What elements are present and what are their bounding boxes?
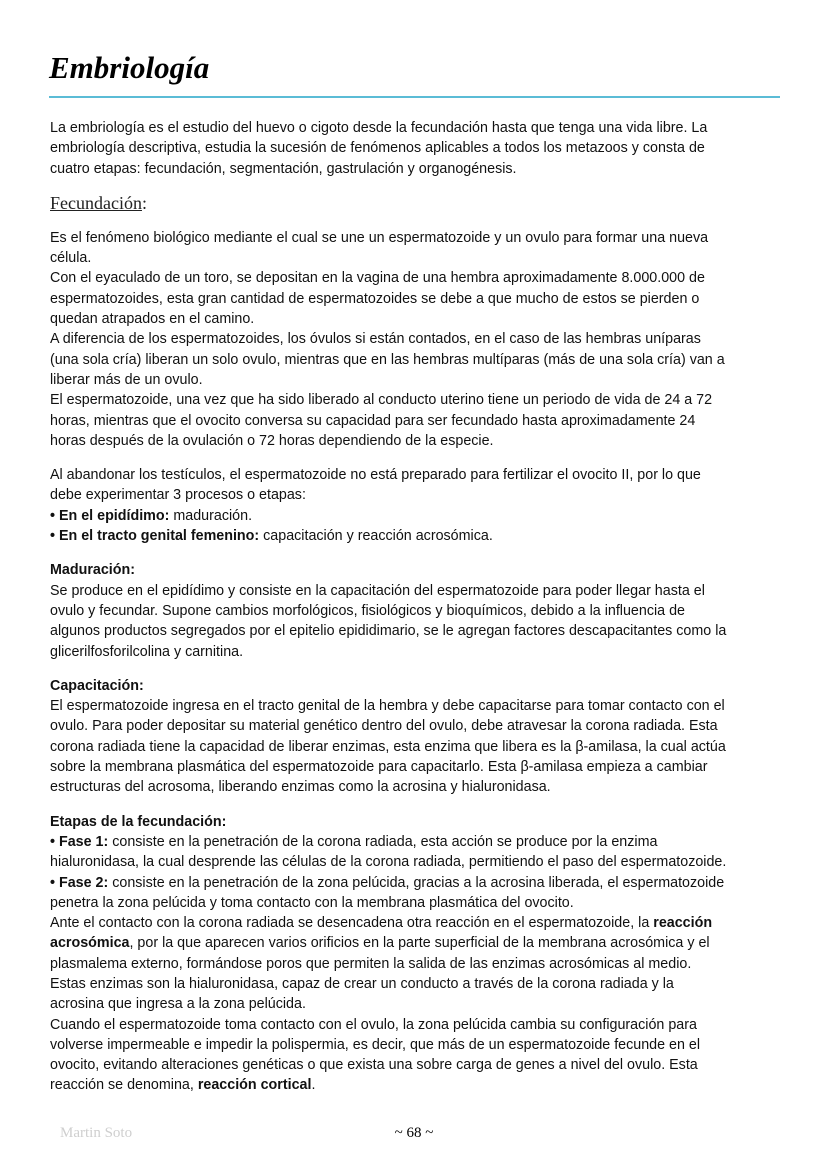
text: célula. — [50, 250, 92, 267]
text: , por la que aparecen varios orificios en la parte superficial de la membrana acrosómica y el — [129, 935, 710, 952]
bold-text: • Fase 2: — [50, 874, 109, 891]
text-line — [50, 309, 790, 329]
text: liberar más de un ovulo. — [50, 371, 203, 388]
text-line — [50, 737, 790, 757]
paragraph — [50, 676, 790, 798]
text-line — [50, 465, 790, 485]
text-line — [50, 933, 790, 953]
text: debe experimentar 3 procesos o etapas: — [50, 487, 306, 504]
text-line — [50, 913, 790, 933]
text-line — [50, 893, 790, 913]
text-line — [50, 560, 790, 580]
text-line — [50, 832, 790, 852]
text: horas después de la ovulación o 72 horas dependiendo de la especie. — [50, 432, 494, 449]
text-line — [50, 954, 790, 974]
text: El espermatozoide, una vez que ha sido liberado al conducto uterino tiene un periodo de vida de 24 a 72 — [50, 392, 713, 409]
text: embriología descriptiva, estudia la sucesión de fenómenos aplicables a todos los metazoos y consta de — [50, 140, 705, 157]
text-line — [50, 1015, 790, 1035]
section-heading-colon: : — [141, 192, 147, 213]
text: reacción se denomina, — [50, 1077, 198, 1094]
text: glicerilfosforilcolina y carnitina. — [50, 643, 244, 660]
page-title: Embriología — [49, 50, 210, 85]
text: hialuronidasa, la cual desprende las células de la corona radiada, permitiendo el paso del espermatozoide. — [50, 854, 727, 871]
paragraph — [50, 465, 790, 546]
text-line — [50, 506, 790, 526]
text-line — [50, 1035, 790, 1055]
text: corona radiada tiene la capacidad de liberar enzimas, esta enzima que libera es la β-amilasa, la cual actúa — [50, 738, 726, 755]
bold-text: Maduración: — [50, 562, 135, 579]
text-line — [50, 716, 790, 736]
footer-author: Martin Soto — [60, 1125, 133, 1141]
text-line — [50, 601, 790, 621]
text: . — [311, 1077, 316, 1094]
text-line — [50, 873, 790, 893]
text-line — [50, 1055, 790, 1075]
text: Cuando el espermatozoide toma contacto con el ovulo, la zona pelúcida cambia su configuración para — [50, 1016, 697, 1033]
text: Es el fenómeno biológico mediante el cual se une un espermatozoide y un ovulo para formar una nueva — [50, 229, 709, 246]
bold-text: reacción — [653, 915, 713, 932]
text: quedan atrapados en el camino. — [50, 311, 255, 328]
text-line — [50, 118, 790, 138]
text: capacitación y reacción acrosómica. — [259, 528, 493, 545]
text: consiste en la penetración de la zona pelúcida, gracias a la acrosina liberada, el espermatozoide — [108, 874, 725, 891]
text-line — [50, 159, 790, 179]
text-line — [50, 994, 790, 1014]
text: estructuras del acrosoma, liberando enzimas como la acrosina y hialuronidasa. — [50, 779, 551, 796]
intro-section — [50, 118, 790, 179]
text: La embriología es el estudio del huevo o cigoto desde la fecundación hasta que tenga una vida libre. La — [50, 120, 708, 136]
text-line — [50, 411, 790, 431]
text-line — [50, 696, 790, 716]
text-line — [50, 289, 790, 309]
text-line — [50, 268, 790, 288]
bold-text: • En el epidídimo: — [50, 507, 170, 524]
bold-text: reacción cortical — [197, 1077, 312, 1094]
text: Estas enzimas son la hialuronidasa, capaz de crear un conducto a través de la corona radiada y la — [50, 975, 674, 992]
text-line — [50, 852, 790, 872]
text: volverse impermeable e impedir la polispermia, es decir, que más de un espermatozoide fecunde en el — [50, 1036, 701, 1053]
text-line — [50, 526, 790, 546]
text: Se produce en el epidídimo y consiste en la capacitación del espermatozoide para poder llegar hasta el — [50, 582, 705, 599]
text: A diferencia de los espermatozoides, los óvulos si están contados, en el caso de las hembras uníparas — [50, 331, 701, 348]
text: Ante el contacto con la corona radiada se desencadena otra reacción en el espermatozoide, la — [50, 915, 654, 932]
text-line — [50, 974, 790, 994]
text-line — [50, 370, 790, 390]
text-line — [50, 621, 790, 641]
document-body — [50, 118, 790, 1110]
text-line — [50, 485, 790, 505]
bold-text: • En el tracto genital femenino: — [50, 528, 260, 545]
text-line — [50, 676, 790, 696]
text: (una sola cría) liberan un solo ovulo, mientras que en las hembras multíparas (más de una sola cría) van a — [50, 351, 725, 368]
text-line — [50, 431, 790, 451]
paragraph — [50, 812, 790, 1096]
section-heading-label: Fecundación — [50, 192, 142, 213]
text: consiste en la penetración de la corona radiada, esta acción se produce por la enzima — [108, 833, 658, 850]
text-line — [50, 390, 790, 410]
text: ovocito, evitando alteraciones genéticas o que exista una sobre carga de genes a nivel del ovulo. Esta — [50, 1057, 698, 1074]
text-line — [50, 329, 790, 349]
fecundacion-section — [50, 228, 790, 1096]
text: penetra la zona pelúcida y toma contacto con la membrana plasmática del ovocito. — [50, 894, 574, 911]
text: plasmalema externo, formándose poros que permiten la salida de las enzimas acrosómicas al medio. — [50, 955, 692, 972]
text-line — [50, 228, 790, 248]
paragraph — [50, 118, 790, 179]
text-line — [50, 642, 790, 662]
text-line — [50, 777, 790, 797]
text-line — [50, 581, 790, 601]
text: sobre la membrana plasmática del espermatozoide para capacitarlo. Esta β-amilasa empieza a cambiar — [50, 759, 708, 776]
bold-text: acrosómica — [50, 935, 130, 952]
bold-text: Capacitación: — [50, 677, 144, 694]
text: algunos productos segregados por el epitelio epididimario, se le agregan factores descapacitantes como la — [50, 623, 727, 640]
paragraph — [50, 228, 790, 451]
bold-text: Etapas de la fecundación: — [50, 813, 227, 830]
text-line — [50, 812, 790, 832]
text: acrosina que ingresa a la zona pelúcida. — [50, 996, 306, 1013]
text: ovulo. Para poder depositar su material genético dentro del ovulo, debe atravesar la corona radiada. Esta — [50, 718, 718, 735]
bold-text: • Fase 1: — [50, 833, 109, 850]
page-number: ~ 68 ~ — [394, 1125, 434, 1141]
text: Al abandonar los testículos, el espermatozoide no está preparado para fertilizar el ovocito II, por lo que — [50, 467, 701, 484]
paragraph — [50, 560, 790, 661]
text: espermatozoides, esta gran cantidad de espermatozoides se debe a que mucho de estos se pierden o — [50, 290, 700, 307]
text: El espermatozoide ingresa en el tracto genital de la hembra y debe capacitarse para tomar contacto con el — [50, 698, 725, 715]
title-divider — [49, 96, 780, 98]
section-heading-fecundacion — [50, 193, 790, 214]
text: cuatro etapas: fecundación, segmentación, gastrulación y organogénesis. — [50, 160, 517, 177]
text-line — [50, 1075, 790, 1095]
text: Con el eyaculado de un toro, se depositan en la vagina de una hembra aproximadamente 8.000.000 de — [50, 270, 705, 287]
text: maduración. — [169, 507, 253, 524]
text-line — [50, 138, 790, 158]
text-line — [50, 757, 790, 777]
text: ovulo y fecundar. Supone cambios morfológicos, fisiológicos y bioquímicos, debido a la influencia de — [50, 602, 685, 619]
text-line — [50, 350, 790, 370]
text: horas, mientras que el ovocito conversa su capacidad para ser fecundado hasta aproximadamente 24 — [50, 412, 696, 429]
text-line — [50, 248, 790, 268]
